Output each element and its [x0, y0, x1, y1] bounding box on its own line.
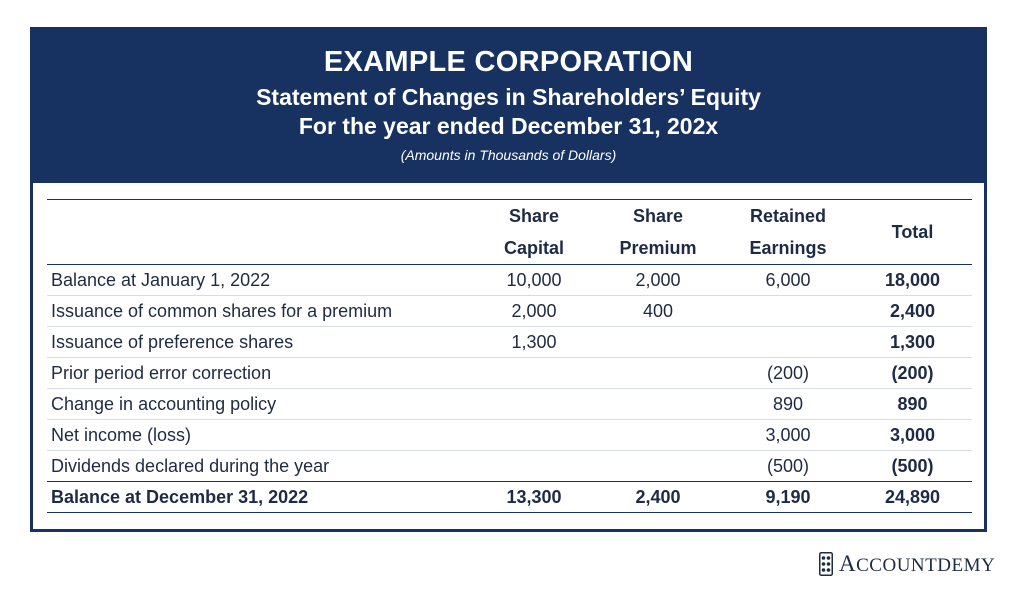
cell-share-capital: 10,000: [475, 265, 593, 296]
table-row: [47, 389, 972, 420]
cell-total: 1,300: [853, 327, 972, 358]
header-share-premium-line1: Share: [632, 206, 684, 226]
header-retained-earnings-line2: Earnings: [749, 238, 827, 258]
row-label: Balance at December 31, 2022: [47, 482, 475, 513]
header-total: Total: [853, 200, 972, 265]
accountdemy-logo-icon: [819, 552, 833, 576]
row-label: Balance at January 1, 2022: [47, 265, 475, 296]
cell-retained-earnings: 6,000: [723, 265, 853, 296]
cell-retained-earnings: 9,190: [723, 482, 853, 513]
cell-retained-earnings: 890: [723, 389, 853, 420]
header-share-capital-line2: Capital: [503, 238, 564, 258]
cell-retained-earnings: (500): [766, 455, 810, 476]
table-row: [47, 420, 972, 451]
row-label: Issuance of preference shares: [47, 327, 475, 358]
cell-total: 24,890: [853, 482, 972, 513]
cell-retained-earnings: (200): [723, 358, 853, 389]
brand-logo: [819, 551, 995, 577]
cell-share-capital: [475, 451, 593, 482]
cell-share-premium: 2,000: [593, 265, 723, 296]
cell-share-premium: [593, 358, 723, 389]
table-total-row: [47, 482, 972, 513]
header-share-premium-line2: Premium: [619, 238, 697, 258]
cell-share-capital: 13,300: [475, 482, 593, 513]
row-label: Issuance of common shares for a premium: [47, 296, 475, 327]
equity-table: [47, 199, 972, 513]
cell-share-capital: 1,300: [475, 327, 593, 358]
company-name: EXAMPLE CORPORATION: [323, 46, 694, 78]
cell-total: (500): [891, 455, 934, 476]
table-row: [47, 327, 972, 358]
cell-total: 890: [853, 389, 972, 420]
cell-share-premium: [593, 451, 723, 482]
amounts-note: (Amounts in Thousands of Dollars): [400, 147, 617, 163]
cell-retained-earnings: 3,000: [723, 420, 853, 451]
cell-share-premium: 400: [593, 296, 723, 327]
cell-share-premium: [593, 327, 723, 358]
table-row: [47, 265, 972, 296]
header-share-capital: [475, 200, 593, 265]
cell-share-capital: [475, 420, 593, 451]
statement-header: [33, 30, 984, 183]
header-share-premium: [593, 200, 723, 265]
statement-title: Statement of Changes in Shareholders’ Equity: [256, 84, 761, 110]
cell-retained-earnings: [723, 296, 853, 327]
row-label: Net income (loss): [47, 420, 475, 451]
cell-share-capital: [475, 389, 593, 420]
header-description: [47, 200, 475, 265]
row-label: Dividends declared during the year: [51, 455, 330, 476]
cell-share-capital: [475, 358, 593, 389]
table-row: [47, 358, 972, 389]
cell-total: 2,400: [853, 296, 972, 327]
brand-initial: A: [839, 551, 857, 576]
cell-retained-earnings: [723, 327, 853, 358]
table-row: [47, 296, 972, 327]
cell-total: (200): [853, 358, 972, 389]
row-label: Prior period error correction: [47, 358, 475, 389]
statement-card: [30, 27, 987, 532]
brand-rest: CCOUNTDEMY: [856, 555, 996, 576]
table-row: [47, 451, 972, 482]
table-header-row: [47, 200, 972, 265]
header-share-capital-line1: Share: [508, 206, 560, 226]
header-retained-earnings: [723, 200, 853, 265]
header-retained-earnings-line1: Retained: [749, 206, 827, 226]
cell-total: 3,000: [853, 420, 972, 451]
brand-name: [839, 551, 995, 577]
statement-period: For the year ended December 31, 202x: [298, 113, 719, 139]
row-label: Change in accounting policy: [47, 389, 475, 420]
cell-share-premium: 2,400: [593, 482, 723, 513]
cell-total: 18,000: [853, 265, 972, 296]
cell-share-capital: 2,000: [475, 296, 593, 327]
cell-share-premium: [593, 389, 723, 420]
cell-share-premium: [593, 420, 723, 451]
